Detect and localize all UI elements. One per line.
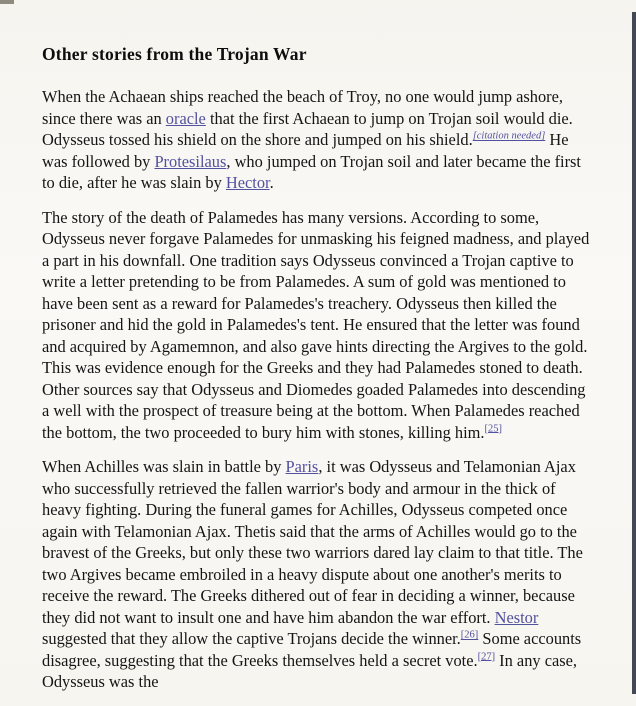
superscript-citation-needed xyxy=(473,131,546,142)
article-heading: Other stories from the Trojan War xyxy=(42,44,307,64)
corner-artifact xyxy=(0,0,14,4)
ref-link-citation-needed[interactable]: [citation needed] xyxy=(472,130,546,142)
inline-link-protesilaus[interactable]: Protesilaus xyxy=(154,151,227,171)
superscript-ref-27 xyxy=(478,651,496,662)
ref-link-ref-25[interactable]: [25] xyxy=(484,423,502,435)
paragraph-landing: When the Achaean ships reached the beach of Troy, no one would jump ashore, since there was an oracle that the first Achaean to jump on Trojan soil would die. Odysseus tossed his shield on the shore and jumped on his shield.[citation needed] He was followed by Protesilaus, who jumped on Trojan soil and later became the first to die, after he was slain by Hector. xyxy=(42,87,581,192)
window-right-edge xyxy=(632,12,636,694)
paragraph-achilles-arms: When Achilles was slain in battle by Paris, it was Odysseus and Telamonian Ajax who successfully retrieved the fallen warrior's body and armour in the thick of heavy fighting. During the funeral games for Achilles, Odysseus competed once again with Telamonian Ajax. Thetis said that the arms of Achilles would go to the bravest of the Greeks, but only these two warriors dared lay claim to that title. The two Argives became embroiled in a heavy dispute about one another's merits to receive the reward. The Greeks dithered out of fear in deciding a winner, because they did not want to insult one and have him abandon the war effort. Nestor suggested that they allow the captive Trojans decide the winner.[26] Some accounts disagree, suggesting that the Greeks themselves held a secret vote.[27] In any case, Odysseus was the xyxy=(42,457,583,691)
ref-link-ref-27[interactable]: [27] xyxy=(477,651,496,663)
ref-link-ref-26[interactable]: [26] xyxy=(460,629,479,641)
inline-link-hector[interactable]: Hector xyxy=(225,173,270,192)
inline-link-nestor[interactable]: Nestor xyxy=(494,607,539,627)
paragraph-palamedes: The story of the death of Palamedes has many versions. According to some, Odysseus never forgave Palamedes for unmasking his feigned madness, and played a part in his downfall. One tradition says Odysseus convinced a Trojan captive to write a letter pretending to be from Palamedes. A sum of gold was mentioned to have been sent as a reward for Palamedes's treachery. Odysseus then killed the prisoner and hid the gold in Palamedes's tent. He ensured that the letter was found and acquired by Agamemnon, and also gave hints directing the Argives to the gold. This was evidence enough for the Greeks and they had Palamedes stoned to death. Other sources say that Odysseus and Diomedes goaded Palamedes into descending a well with the prospect of treasure being at the bottom. When Palamedes reached the bottom, the two proceeded to bury him with stones, killing him.[25] xyxy=(42,207,590,442)
inline-link-paris[interactable]: Paris xyxy=(285,457,319,476)
article-body xyxy=(42,86,596,693)
article-content xyxy=(42,44,596,706)
superscript-ref-26 xyxy=(461,630,479,641)
inline-link-oracle[interactable]: oracle xyxy=(165,108,206,128)
superscript-ref-25 xyxy=(485,423,503,434)
